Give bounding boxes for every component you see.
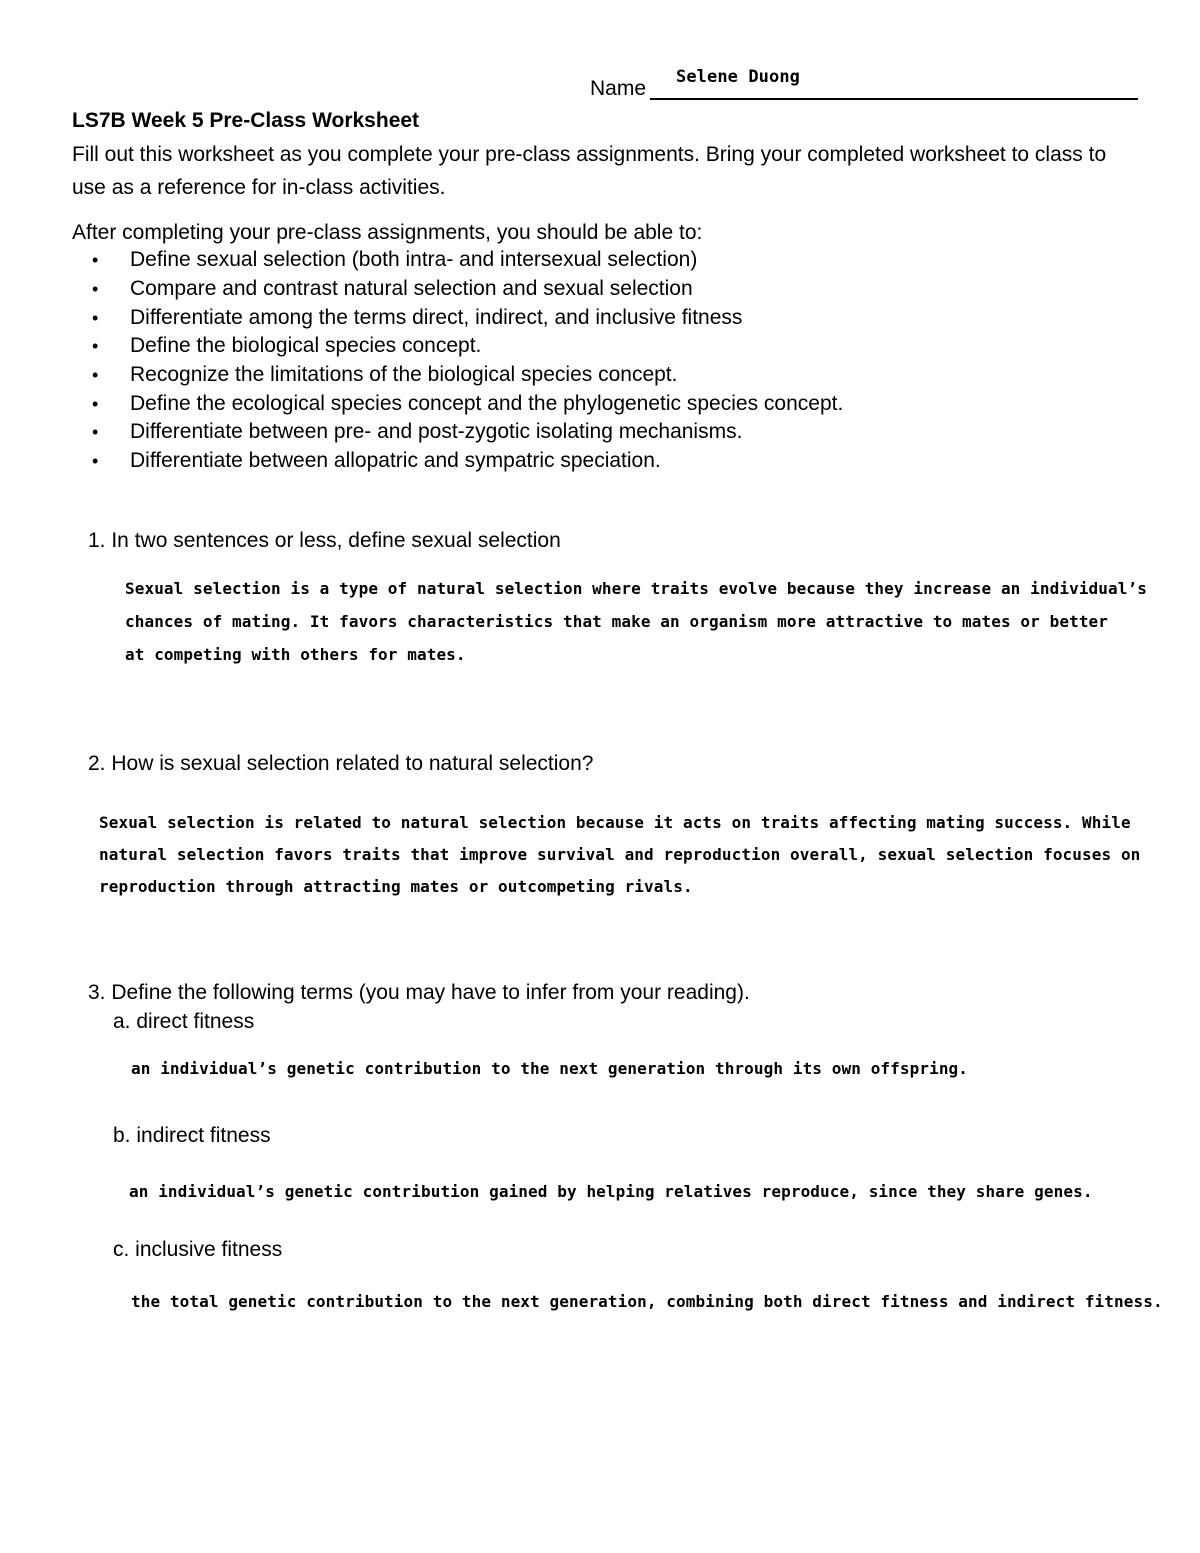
question-3c-label: c. inclusive fitness <box>113 1238 283 1261</box>
name-label: Name <box>590 77 647 100</box>
bullet-icon: • <box>92 451 99 471</box>
bullet-icon: • <box>92 308 99 328</box>
question-1-answer-line[interactable]: chances of mating. It favors characteristics that make an organism more attractive to mates or better <box>125 612 1109 631</box>
question-3-prompt: 3. Define the following terms (you may have to infer from your reading). <box>88 981 750 1004</box>
bullet-icon: • <box>92 365 99 385</box>
question-2-answer-line[interactable]: natural selection favors traits that improve survival and reproduction overall, sexual selection focuses on <box>99 845 1141 864</box>
name-underline <box>650 98 1138 100</box>
question-2-prompt: 2. How is sexual selection related to natural selection? <box>88 752 594 775</box>
question-1-answer-line[interactable]: at competing with others for mates. <box>125 645 466 664</box>
question-1-answer-line[interactable]: Sexual selection is a type of natural selection where traits evolve because they increase an individual’s <box>125 579 1147 598</box>
question-3b-label: b. indirect fitness <box>113 1124 271 1147</box>
bullet-icon: • <box>92 336 99 356</box>
question-3a-answer[interactable]: an individual’s genetic contribution to the next generation through its own offspring. <box>131 1059 969 1078</box>
name-field[interactable]: Selene Duong <box>676 67 801 87</box>
question-3a-label: a. direct fitness <box>113 1010 255 1033</box>
bullet-icon: • <box>92 394 99 414</box>
objectives-lead: After completing your pre-class assignments, you should be able to: <box>72 221 703 244</box>
bullet-icon: • <box>92 422 99 442</box>
bullet-icon: • <box>92 279 99 299</box>
question-3c-answer[interactable]: the total genetic contribution to the next generation, combining both direct fitness and indirect fitness. <box>131 1292 1163 1311</box>
intro-line-1: Fill out this worksheet as you complete your pre-class assignments. Bring your completed worksheet to class to <box>72 143 1107 166</box>
intro-line-2: use as a reference for in-class activities. <box>72 176 446 199</box>
question-2-answer-line[interactable]: Sexual selection is related to natural selection because it acts on traits affecting mating success. While <box>99 813 1131 832</box>
question-2-answer-line[interactable]: reproduction through attracting mates or outcompeting rivals. <box>99 877 693 896</box>
page-title: LS7B Week 5 Pre-Class Worksheet <box>72 109 420 132</box>
question-3b-answer[interactable]: an individual’s genetic contribution gained by helping relatives reproduce, since they share genes. <box>129 1182 1093 1201</box>
bullet-icon: • <box>92 250 99 270</box>
question-1-prompt: 1. In two sentences or less, define sexual selection <box>88 529 561 552</box>
